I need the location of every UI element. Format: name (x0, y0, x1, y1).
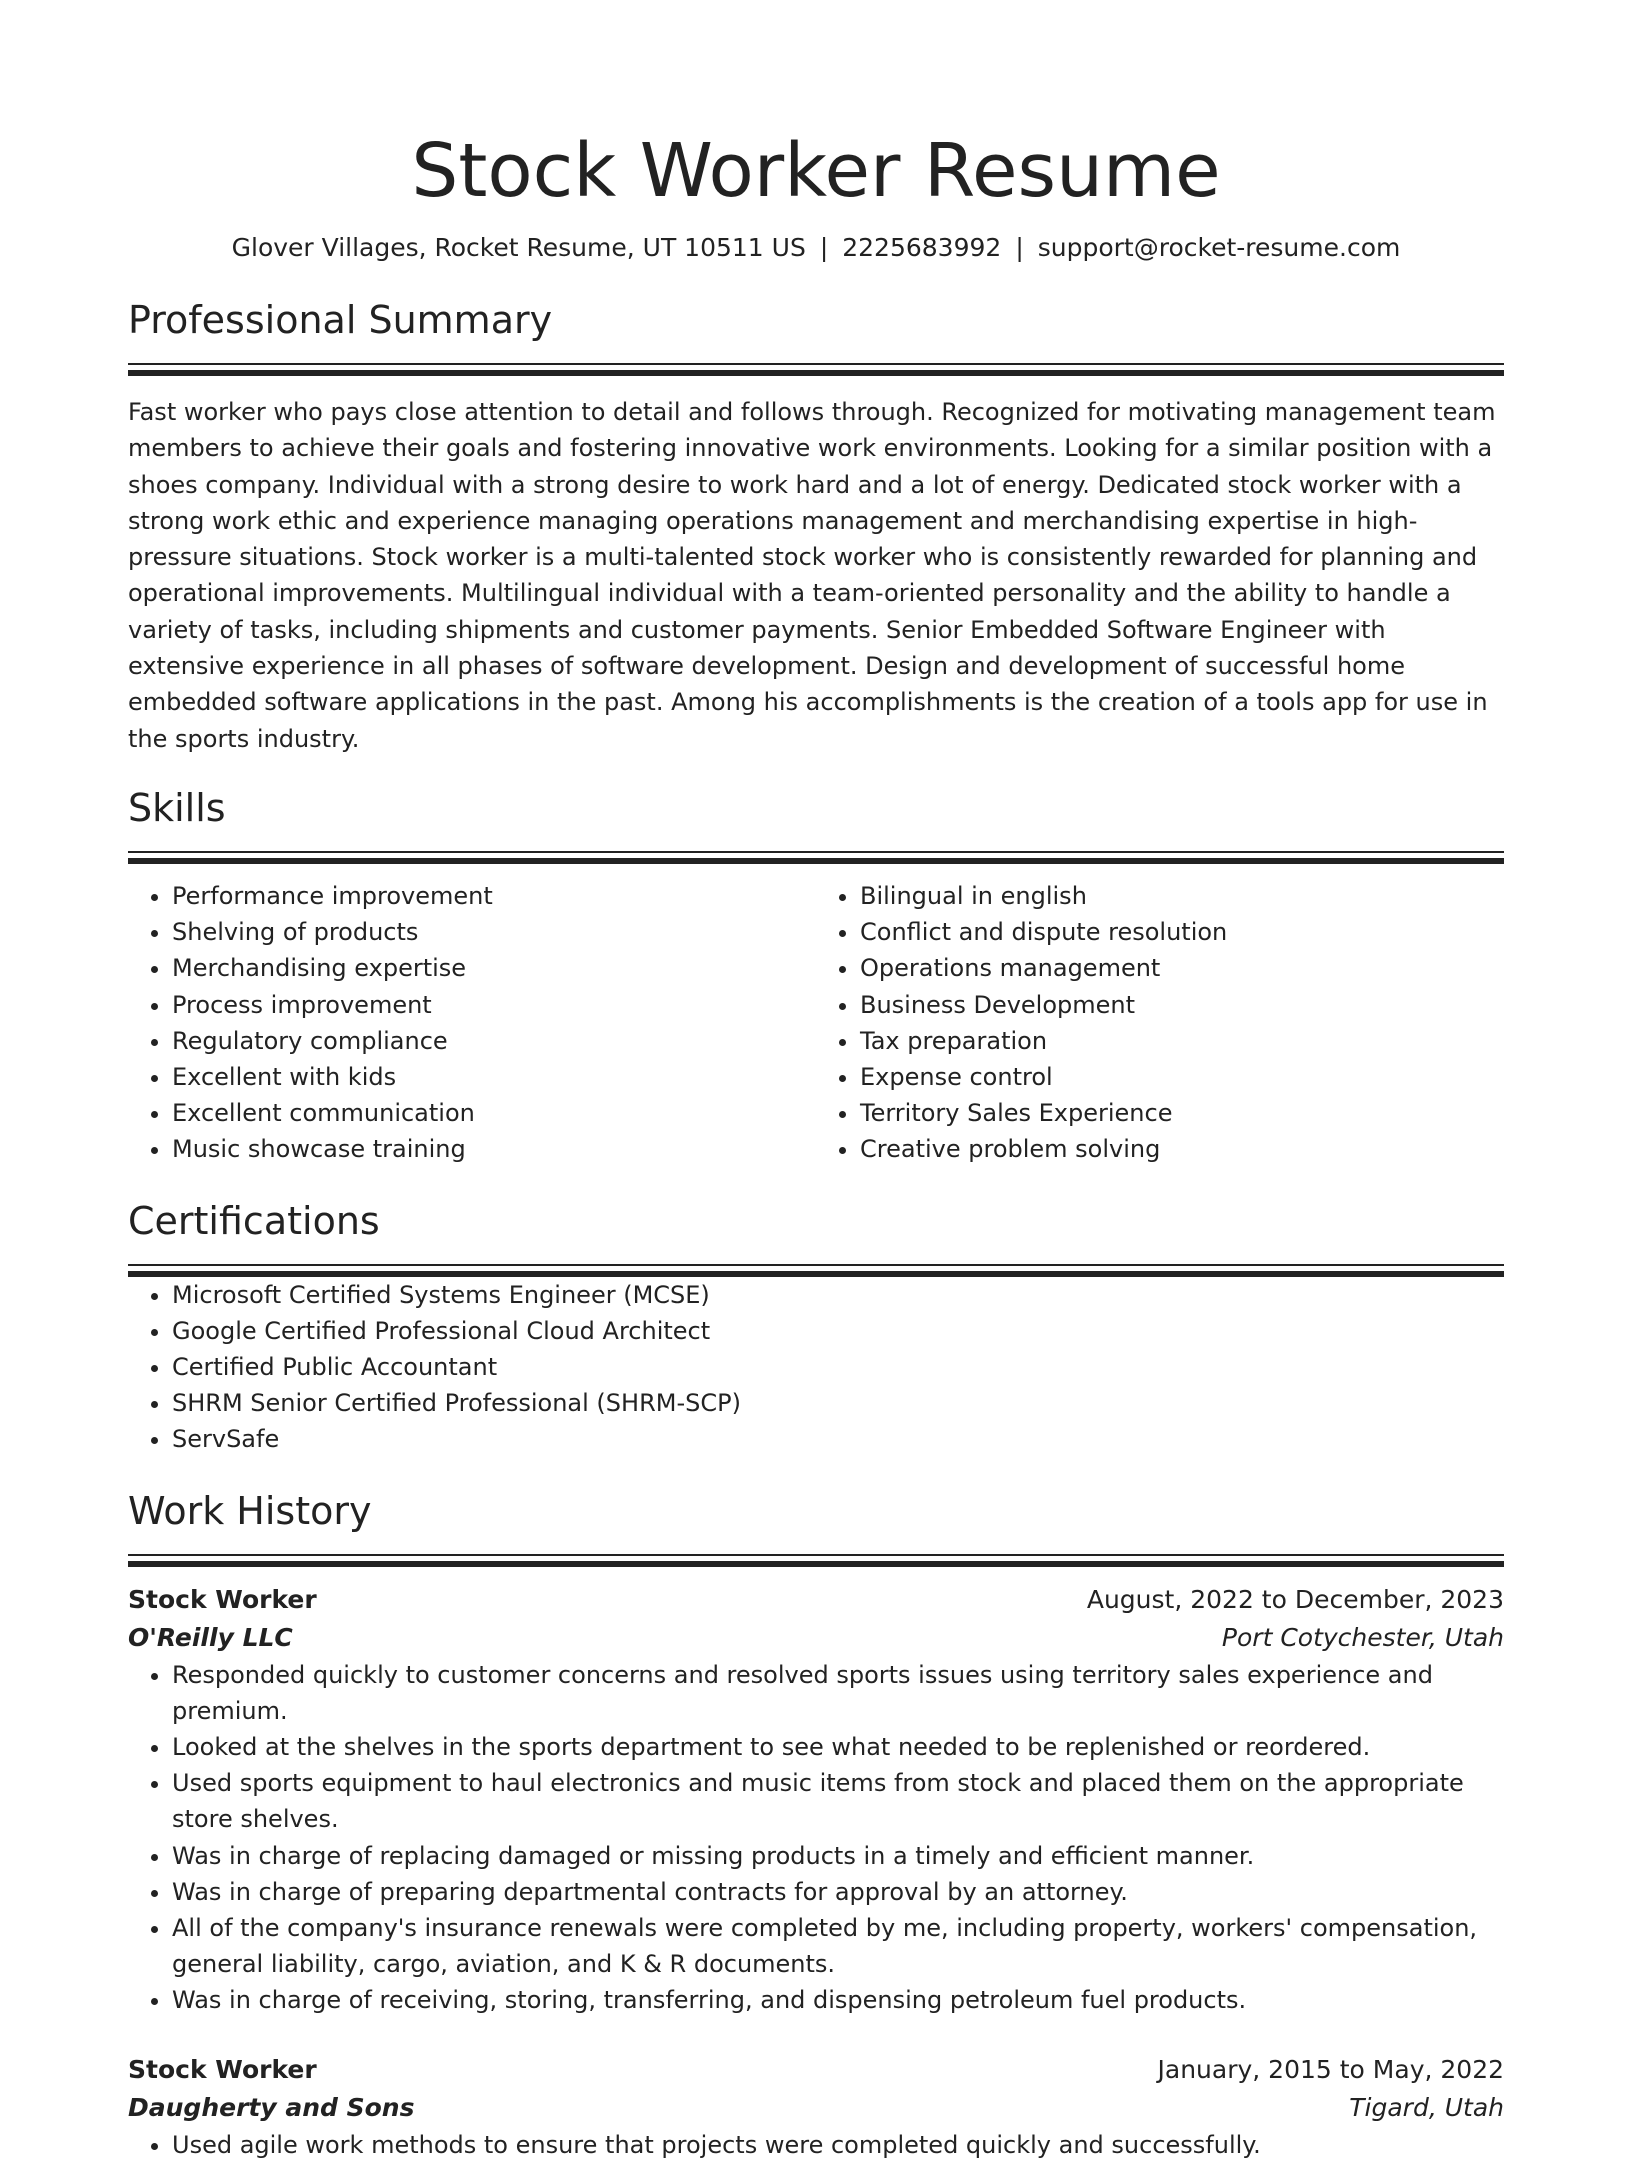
job-title: Stock Worker (128, 2054, 317, 2084)
skill-item: • Merchandising expertise (172, 950, 816, 986)
skill-item: • Operations management (860, 950, 1504, 986)
job-duty-item: • Used agile work methods to ensure that projects were completed quickly and successfully. (172, 2127, 1504, 2163)
skills-section (128, 783, 1504, 1168)
skill-item: • Process improvement (172, 987, 816, 1023)
contact-line (128, 231, 1504, 265)
work-history-section (128, 1486, 1504, 2163)
skill-item: • Business Development (860, 987, 1504, 1023)
skill-item: • Bilingual in english (860, 878, 1504, 914)
section-title-certifications: Certifications (128, 1198, 380, 1243)
job-header-row (128, 2051, 1504, 2089)
skill-item: • Territory Sales Experience (860, 1095, 1504, 1131)
skill-item: • Performance improvement (172, 878, 816, 914)
section-divider (128, 1554, 1504, 1567)
job-duty-item: • Looked at the shelves in the sports department to see what needed to be replenished or reordered. (172, 1729, 1504, 1765)
certification-item: • Certified Public Accountant (172, 1349, 1504, 1385)
skills-column-right (816, 878, 1504, 1168)
job-entry (128, 1581, 1504, 2019)
section-divider (128, 851, 1504, 864)
contact-separator: | (1015, 233, 1024, 262)
skill-item: • Tax preparation (860, 1023, 1504, 1059)
skill-item: • Conflict and dispute resolution (860, 914, 1504, 950)
skill-item: • Excellent communication (172, 1095, 816, 1131)
certification-item: • ServSafe (172, 1421, 1504, 1457)
certification-item: • Microsoft Certified Systems Engineer (MCSE) (172, 1277, 1504, 1313)
section-title-summary: Professional Summary (128, 298, 553, 342)
skills-column-left (128, 878, 816, 1168)
contact-separator: | (819, 233, 829, 262)
section-title-work-history: Work History (128, 1488, 372, 1533)
job-duties-list (128, 2127, 1504, 2163)
job-entry (128, 2051, 1504, 2163)
job-location: Port Cotychester, Utah (1221, 1622, 1504, 1652)
job-title: Stock Worker (128, 1584, 317, 1614)
job-duty-item: • Was in charge of replacing damaged or missing products in a timely and efficient manner. (172, 1838, 1504, 1874)
skill-item: • Expense control (860, 1059, 1504, 1095)
job-location: Tigard, Utah (1349, 2092, 1504, 2122)
job-duty-item: • Was in charge of preparing departmental contracts for approval by an attorney. (172, 1874, 1504, 1910)
contact-address: Glover Villages, Rocket Resume, UT 10511 US (231, 233, 806, 262)
job-dates: August, 2022 to December, 2023 (1086, 1584, 1504, 1614)
job-subheader-row (128, 2089, 1504, 2127)
section-divider (128, 1264, 1504, 1277)
job-duty-item: • All of the company's insurance renewals were completed by me, including property, workers' compensation, general liability, cargo, aviation, and K & R documents. (172, 1910, 1504, 1982)
skill-item: • Regulatory compliance (172, 1023, 816, 1059)
summary-section (128, 295, 1504, 757)
section-divider (128, 363, 1504, 376)
skills-list-left (128, 878, 816, 1168)
skill-item: • Excellent with kids (172, 1059, 816, 1095)
job-subheader-row (128, 1619, 1504, 1657)
contact-email: support@rocket-resume.com (1037, 233, 1401, 262)
section-title-skills: Skills (128, 785, 226, 830)
certification-item: • SHRM Senior Certified Professional (SHRM-SCP) (172, 1385, 1504, 1421)
skills-grid (128, 878, 1504, 1168)
summary-text: Fast worker who pays close attention to detail and follows through. Recognized for motivating management team members to achieve their goals and fostering innovative work environments. Looking for a similar position with a shoes company. Individual with a strong desire to work hard and a lot of energy. Dedicated stock worker with a strong work ethic and experience managing operations management and merchandising expertise in high-pressure situations. Stock worker is a multi-talented stock worker who is consistently rewarded for planning and operational improvements. Multilingual individual with a team-oriented personality and the ability to handle a variety of tasks, including shipments and customer payments. Senior Embedded Software Engineer with extensive experience in all phases of software development. Design and development of successful home embedded software applications in the past. Among his accomplishments is the creation of a tools app for use in the sports industry. (128, 398, 1496, 753)
job-dates: January, 2015 to May, 2022 (1157, 2054, 1504, 2084)
job-company: O'Reilly LLC (128, 1622, 293, 1652)
job-company: Daugherty and Sons (128, 2092, 415, 2122)
job-duty-item: • Used sports equipment to haul electronics and music items from stock and placed them on the appropriate store shelves. (172, 1765, 1504, 1837)
certifications-section (128, 1196, 1504, 1458)
job-duties-list (128, 1657, 1504, 2019)
skill-item: • Creative problem solving (860, 1131, 1504, 1167)
job-duty-item: • Responded quickly to customer concerns and resolved sports issues using territory sales experience and premium. (172, 1657, 1504, 1729)
certification-item: • Google Certified Professional Cloud Architect (172, 1313, 1504, 1349)
skill-item: • Shelving of products (172, 914, 816, 950)
contact-phone: 2225683992 (842, 233, 1002, 262)
certifications-list (128, 1277, 1504, 1458)
job-header-row (128, 1581, 1504, 1619)
skill-item: • Music showcase training (172, 1131, 816, 1167)
skills-list-right (816, 878, 1504, 1168)
resume-title: Stock Worker Resume (411, 128, 1221, 214)
job-duty-item: • Was in charge of receiving, storing, transferring, and dispensing petroleum fuel products. (172, 1982, 1504, 2018)
